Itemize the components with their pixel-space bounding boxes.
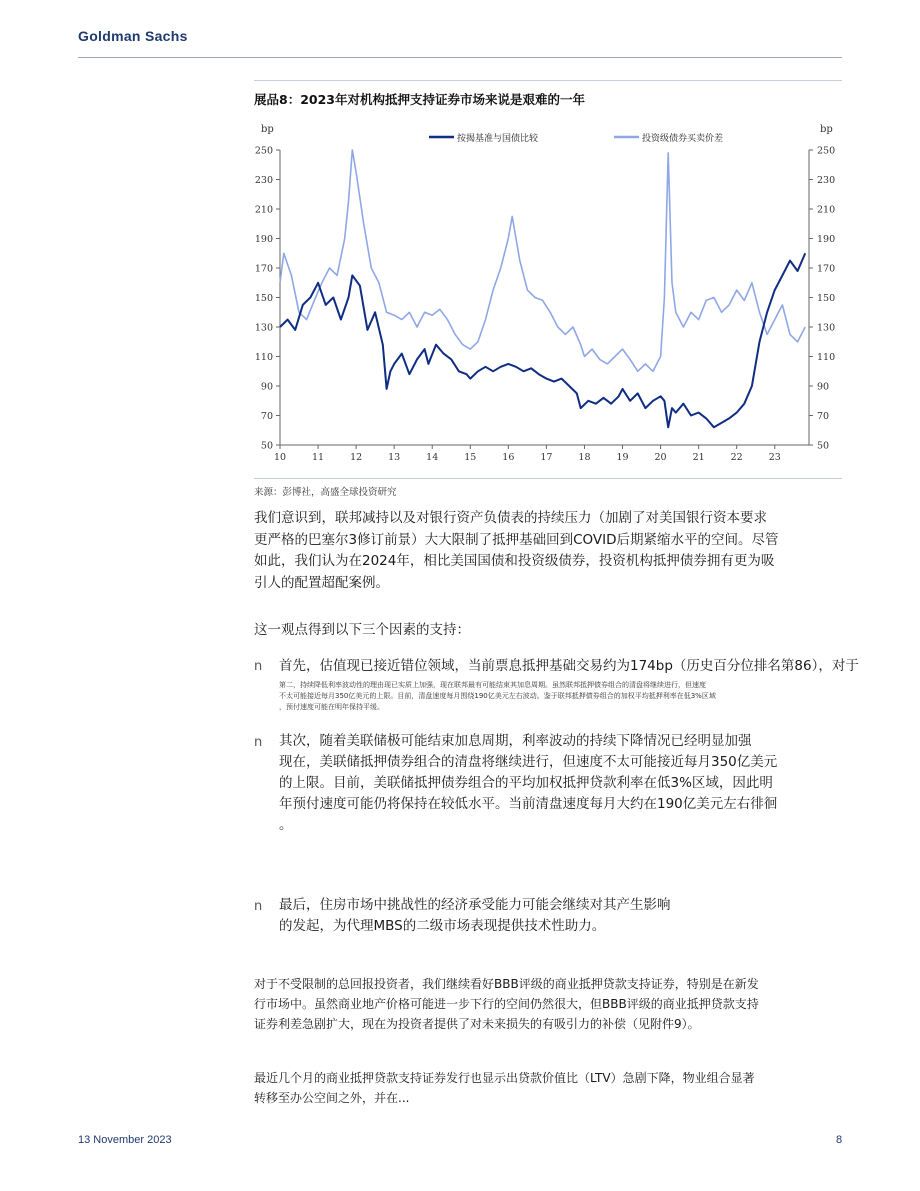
y-tick-label-right: 170 xyxy=(817,263,836,275)
bullet-line: 其次，随着美联储极可能结束加息周期，利率波动的持续下降情况已经明显加强 xyxy=(279,733,752,749)
bullet-3 xyxy=(279,895,671,937)
y-tick-label-left: 110 xyxy=(254,352,273,363)
paragraph-line: 如此，我们认为在2024年，相比美国国债和投资级债券，投资机构抵押债券拥有更为吸 xyxy=(254,553,775,569)
y-tick-label-left: 190 xyxy=(254,234,273,245)
y-tick-label-right: 50 xyxy=(817,440,830,452)
paragraph-line: 我们意识到，联邦减持以及对银行资产负债表的持续压力（加剧了对美国银行资本要求 xyxy=(254,510,767,526)
y-tick-label-left: 70 xyxy=(260,411,273,422)
y-tick-label-right: 130 xyxy=(817,322,836,334)
paragraph-4 xyxy=(254,1068,755,1108)
x-tick-label: 14 xyxy=(426,452,439,463)
bullet-1-main: 首先，估值现已接近错位领域，当前票息抵押基础交易约为174bp（历史百分位排名第86），对于 xyxy=(279,658,859,674)
y-tick-label-left: 90 xyxy=(260,381,273,393)
y-tick-label-left: 230 xyxy=(254,175,273,186)
exhibit-bottom-rule xyxy=(254,478,842,479)
exhibit-title: 展品8：2023年对机构抵押支持证券市场来说是艰难的一年 xyxy=(254,92,585,107)
bullet-line: 最后，住房市场中挑战性的经济承受能力可能会继续对其产生影响 xyxy=(279,897,671,913)
x-tick-label: 17 xyxy=(540,452,553,463)
x-tick-label: 19 xyxy=(616,452,629,463)
y-ticks-right xyxy=(809,146,835,452)
bullet-1-small-text xyxy=(279,680,716,713)
page-number: 8 xyxy=(836,1134,843,1146)
paragraph-line: 最近几个月的商业抵押贷款支持证券发行也显示出贷款价值比（LTV）急剧下降，物业组合显著 xyxy=(254,1071,755,1085)
x-tick-label: 22 xyxy=(730,452,743,463)
y-tick-label-left: 170 xyxy=(254,263,273,275)
legend xyxy=(429,132,723,144)
bullet-line: 现在，美联储抵押债券组合的清盘将继续进行，但速度不太可能接近每月350亿美元 xyxy=(279,754,778,770)
x-tick-label: 15 xyxy=(464,452,477,463)
exhibit-top-rule xyxy=(254,80,842,81)
paragraph-line: 行市场中。虽然商业地产价格可能进一步下行的空间仍然很大，但BBB评级的商业抵押贷款支持 xyxy=(254,997,759,1011)
y-tick-label-right: 230 xyxy=(817,175,836,186)
paragraph-line: 引人的配置超配案例。 xyxy=(254,574,389,591)
y-ticks-left xyxy=(255,146,280,452)
paragraph-line: 更严格的巴塞尔3修订前景）大大限制了抵押基础回到COVID后期紧缩水平的空间。尽管 xyxy=(254,531,779,548)
y-tick-label-left: 50 xyxy=(260,440,273,452)
x-tick-label: 11 xyxy=(312,452,325,463)
small-line: 第二，持续降低利率波动性的理由现已实质上加强，现在联邦最有可能结束其加息周期。虽然联邦抵押债券组合的清盘将继续进行，但速度 xyxy=(279,681,706,689)
small-line: 不太可能接近每月350亿美元的上限。目前，清盘速度每月围绕190亿美元左右波动。鉴于联邦抵押债券组合的加权平均抵押利率在低3%区域 xyxy=(279,692,716,700)
y-tick-label-left: 150 xyxy=(254,293,273,304)
y-tick-label-right: 150 xyxy=(817,293,836,304)
chart-series xyxy=(280,150,805,427)
legend-label-mbs: 按揭基准与国债比较 xyxy=(457,134,539,144)
y-tick-label-right: 190 xyxy=(817,234,836,245)
paragraph-2: 这一观点得到以下三个因素的支持： xyxy=(254,622,470,638)
y-tick-label-left: 250 xyxy=(254,145,273,157)
bullet-line: 。 xyxy=(279,817,293,833)
paragraph-1 xyxy=(254,508,779,594)
x-tick-label: 18 xyxy=(578,452,591,463)
x-tick-label: 16 xyxy=(502,452,515,463)
y-axis-label-right: bp xyxy=(820,124,833,135)
x-tick-label: 20 xyxy=(654,452,667,463)
paragraph-3 xyxy=(254,974,759,1034)
legend-label-ig: 投资级债券买卖价差 xyxy=(642,134,724,144)
x-ticks xyxy=(274,445,781,463)
x-tick-label: 21 xyxy=(692,452,705,463)
bullet-marker: n xyxy=(254,899,263,914)
footer-date: 13 November 2023 xyxy=(78,1134,172,1146)
x-tick-label: 13 xyxy=(388,452,401,463)
brand-logo: Goldman Sachs xyxy=(78,28,188,44)
bullet-marker: n xyxy=(254,735,263,750)
bullet-line: 年预付速度可能仍将保持在较低水平。当前清盘速度每月大约在190亿美元左右徘徊 xyxy=(279,796,778,812)
x-tick-label: 12 xyxy=(350,452,363,463)
y-tick-label-right: 110 xyxy=(817,352,836,363)
y-tick-label-left: 130 xyxy=(254,322,273,334)
series-line-mbs-vs-treasury xyxy=(280,253,805,427)
x-tick-label: 23 xyxy=(768,452,781,463)
y-tick-label-right: 70 xyxy=(817,411,830,422)
bullet-line: 的发起，为代理MBS的二级市场表现提供技术性助力。 xyxy=(279,918,606,934)
y-tick-label-right: 250 xyxy=(817,145,836,157)
x-tick-label: 10 xyxy=(273,452,287,463)
y-axis-label-left: bp xyxy=(261,124,274,135)
bullet-line: 的上限。目前，美联储抵押债券组合的平均加权抵押贷款利率在低3%区域，因此明 xyxy=(279,775,773,791)
exhibit-chart xyxy=(254,112,842,472)
exhibit-source: 来源：彭博社，高盛全球投资研究 xyxy=(254,487,397,498)
bullet-2 xyxy=(279,731,777,836)
y-tick-label-left: 210 xyxy=(254,204,273,216)
small-line: ，预付速度可能在明年保持平缓。 xyxy=(279,703,384,711)
y-tick-label-right: 210 xyxy=(817,204,836,216)
paragraph-line: 转移至办公空间之外，并在... xyxy=(254,1091,410,1105)
y-tick-label-right: 90 xyxy=(817,381,830,393)
series-line-ig-bid-ask xyxy=(280,150,805,371)
bullet-marker: n xyxy=(254,659,263,674)
header-rule xyxy=(78,57,842,58)
paragraph-line: 对于不受限制的总回报投资者，我们继续看好BBB评级的商业抵押贷款支持证券，特别是在新发 xyxy=(254,977,759,991)
paragraph-line: 证券利差急剧扩大，现在为投资者提供了对未来损失的有吸引力的补偿（见附件9）。 xyxy=(254,1017,700,1031)
